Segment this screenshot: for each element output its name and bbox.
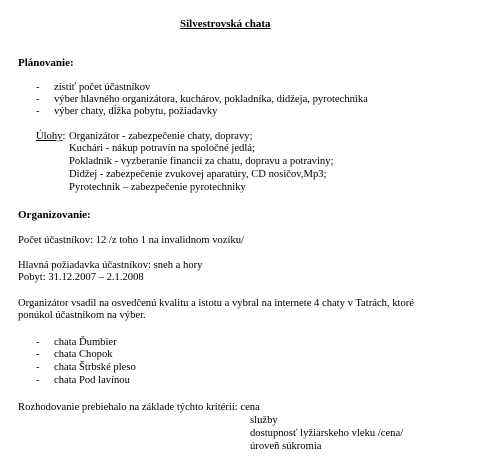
paragraph-line: ponúkol účastníkom na výber. xyxy=(18,310,146,321)
criteria-item: služby xyxy=(250,415,278,426)
document-title: Silvestrovská chata xyxy=(180,18,271,30)
list-bullet: - xyxy=(36,337,40,348)
tasks-colon: : xyxy=(62,131,66,142)
list-item: výber chaty, dĺžka pobytu, požiadavky xyxy=(54,106,218,117)
tasks-label-line xyxy=(36,131,65,143)
paragraph-line: Organizátor vsadil na osvedčenú kvalitu a istotu a vybral na internete 4 chaty v Tatrách, ktoré xyxy=(18,298,414,309)
list-bullet: - xyxy=(36,94,40,105)
requirement-line: Hlavná požiadavka účastníkov: sneh a hory xyxy=(18,260,203,271)
tasks-label: Úlohy xyxy=(36,131,63,142)
criteria-item: úroveň súkromia xyxy=(250,441,322,452)
list-item: chata Chopok xyxy=(54,349,113,360)
criteria-intro: Rozhodovanie prebiehalo na základe týchto kritérií: cena xyxy=(18,402,260,413)
criteria-item: dostupnosť lyžiarskeho vleku /cena/ xyxy=(250,428,404,439)
task-item: Organizátor - zabezpečenie chaty, dopravy; xyxy=(69,131,253,142)
list-item: chata Ďumbier xyxy=(54,337,117,348)
task-item: Didžej - zabezpečenie zvukovej aparatúry, CD nosičov,Mp3; xyxy=(69,169,327,180)
list-bullet: - xyxy=(36,349,40,360)
list-item: zistiť počet účastníkov xyxy=(54,82,151,93)
list-item: chata Štrbské pleso xyxy=(54,362,136,373)
list-item: chata Pod lavínou xyxy=(54,375,130,386)
list-bullet: - xyxy=(36,106,40,117)
list-bullet: - xyxy=(36,375,40,386)
organizing-heading: Organizovanie: xyxy=(18,209,91,221)
stay-line: Pobyt: 31.12.2007 – 2.1.2008 xyxy=(18,272,144,283)
task-item: Kuchári - nákup potravín na spoločné jedlá; xyxy=(69,143,255,154)
list-item: výber hlavného organizátora, kuchárov, pokladníka, didžeja, pyrotechnika xyxy=(54,94,368,105)
planning-heading: Plánovanie: xyxy=(18,57,74,69)
task-item: Pyrotechnik – zabezpečenie pyrotechniky xyxy=(69,182,246,193)
participants-line: Počet účastníkov: 12 /z toho 1 na invalidnom vozíku/ xyxy=(18,235,244,246)
task-item: Pokladník - vyzberanie financií za chatu, dopravu a potraviny; xyxy=(69,156,334,167)
list-bullet: - xyxy=(36,82,40,93)
list-bullet: - xyxy=(36,362,40,373)
